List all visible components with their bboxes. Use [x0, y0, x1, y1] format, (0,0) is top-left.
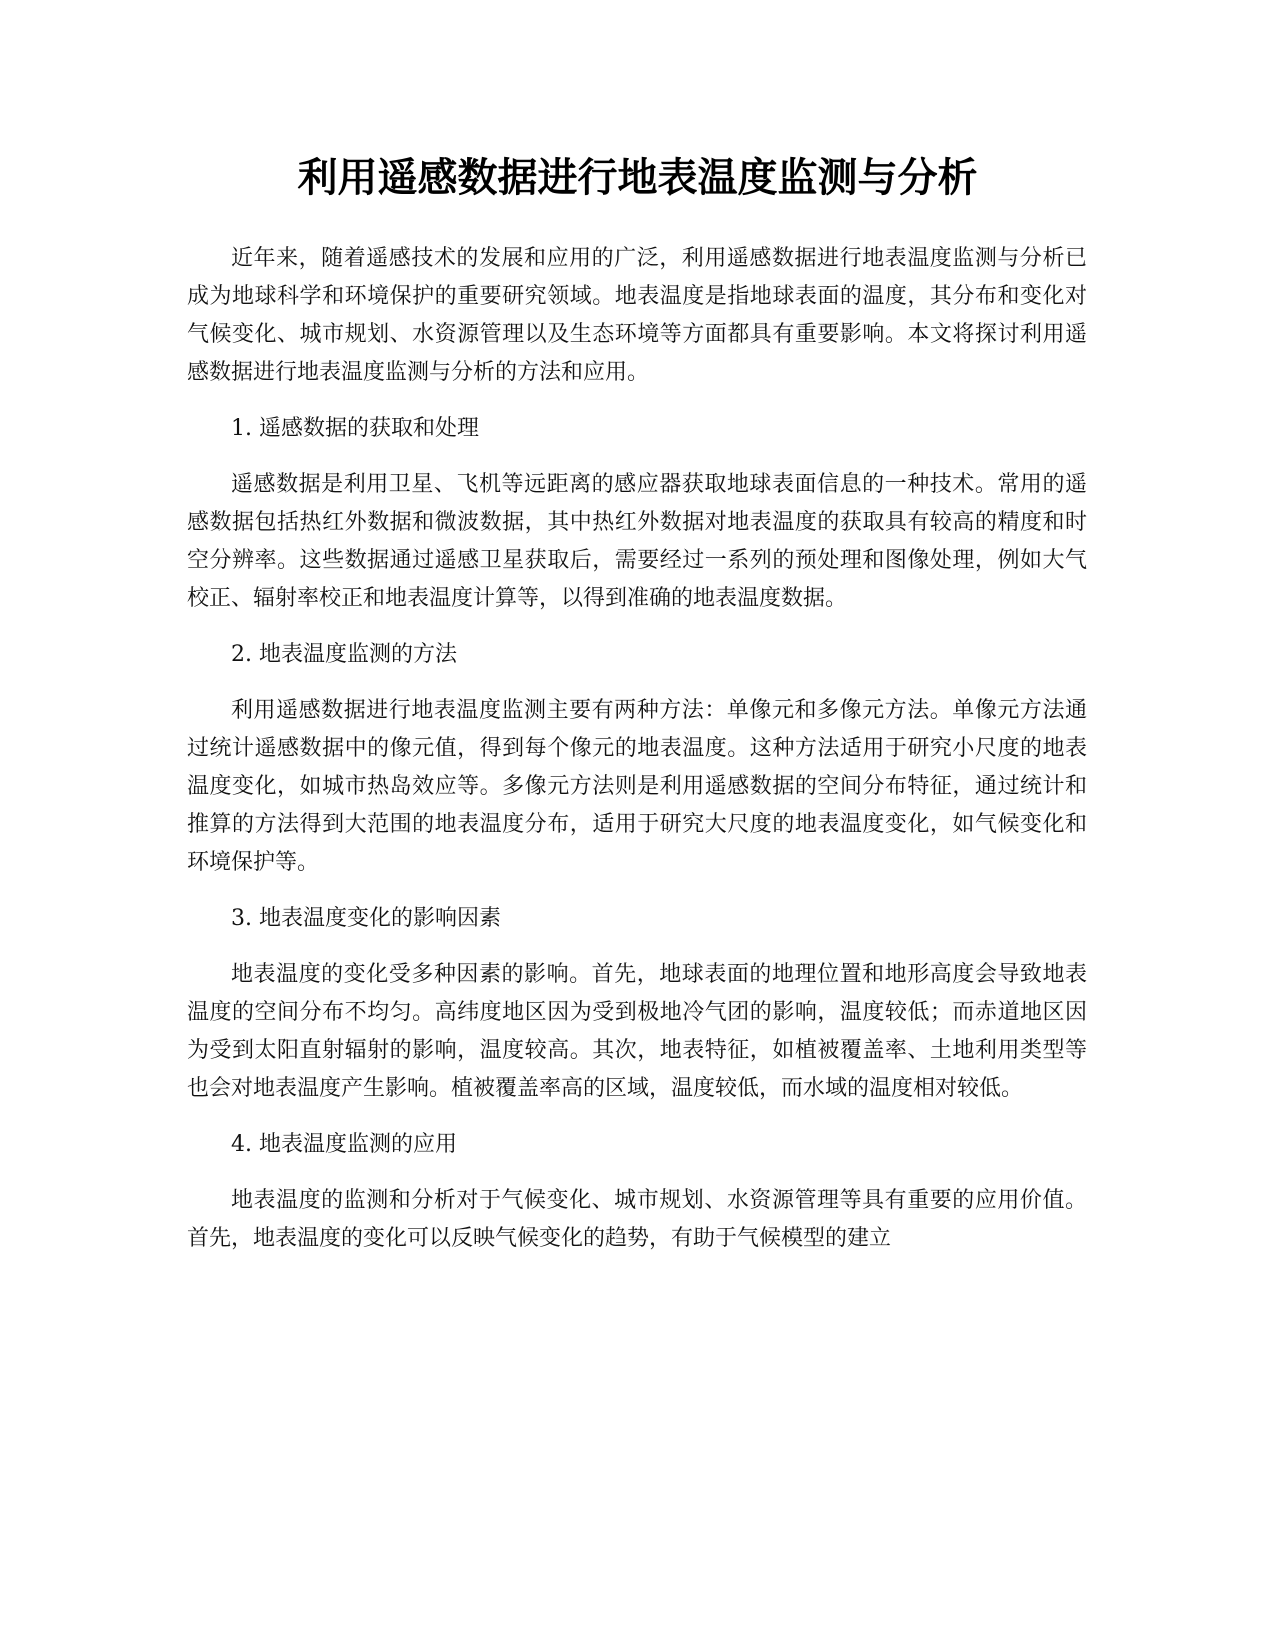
- section-heading-2: 2. 地表温度监测的方法: [231, 642, 457, 667]
- section-heading-1: 1. 遥感数据的获取和处理: [231, 416, 479, 441]
- section-paragraph-4: 地表温度的监测和分析对于气候变化、城市规划、水资源管理等具有重要的应用价值。首先，地表温度的变化可以反映气候变化的趋势，有助于气候模型的建立: [187, 1188, 1087, 1251]
- section-paragraph-2: 利用遥感数据进行地表温度监测主要有两种方法：单像元和多像元方法。单像元方法通过统计遥感数据中的像元值，得到每个像元的地表温度。这种方法适用于研究小尺度的地表温度变化，如城市热岛效应等。多像元方法则是利用遥感数据的空间分布特征，通过统计和推算的方法得到大范围的地表温度分布，适用于研究大尺度的地表温度变化，如气候变化和环境保护等。: [187, 698, 1087, 875]
- document-title: 利用遥感数据进行地表温度监测与分析: [297, 155, 978, 201]
- section-paragraph-1: 遥感数据是利用卫星、飞机等远距离的感应器获取地球表面信息的一种技术。常用的遥感数据包括热红外数据和微波数据，其中热红外数据对地表温度的获取具有较高的精度和时空分辨率。这些数据通过遥感卫星获取后，需要经过一系列的预处理和图像处理，例如大气校正、辐射率校正和地表温度计算等，以得到准确的地表温度数据。: [187, 472, 1087, 611]
- section-heading-3: 3. 地表温度变化的影响因素: [231, 906, 501, 931]
- section-heading-4: 4. 地表温度监测的应用: [231, 1132, 457, 1157]
- document-body: [187, 240, 1087, 1276]
- intro-paragraph: 近年来，随着遥感技术的发展和应用的广泛，利用遥感数据进行地表温度监测与分析已成为地球科学和环境保护的重要研究领域。地表温度是指地球表面的温度，其分布和变化对气候变化、城市规划、水资源管理以及生态环境等方面都具有重要影响。本文将探讨利用遥感数据进行地表温度监测与分析的方法和应用。: [187, 246, 1087, 385]
- section-paragraph-3: 地表温度的变化受多种因素的影响。首先，地球表面的地理位置和地形高度会导致地表温度的空间分布不均匀。高纬度地区因为受到极地冷气团的影响，温度较低；而赤道地区因为受到太阳直射辐射的影响，温度较高。其次，地表特征，如植被覆盖率、土地利用类型等也会对地表温度产生影响。植被覆盖率高的区域，温度较低，而水域的温度相对较低。: [187, 962, 1087, 1101]
